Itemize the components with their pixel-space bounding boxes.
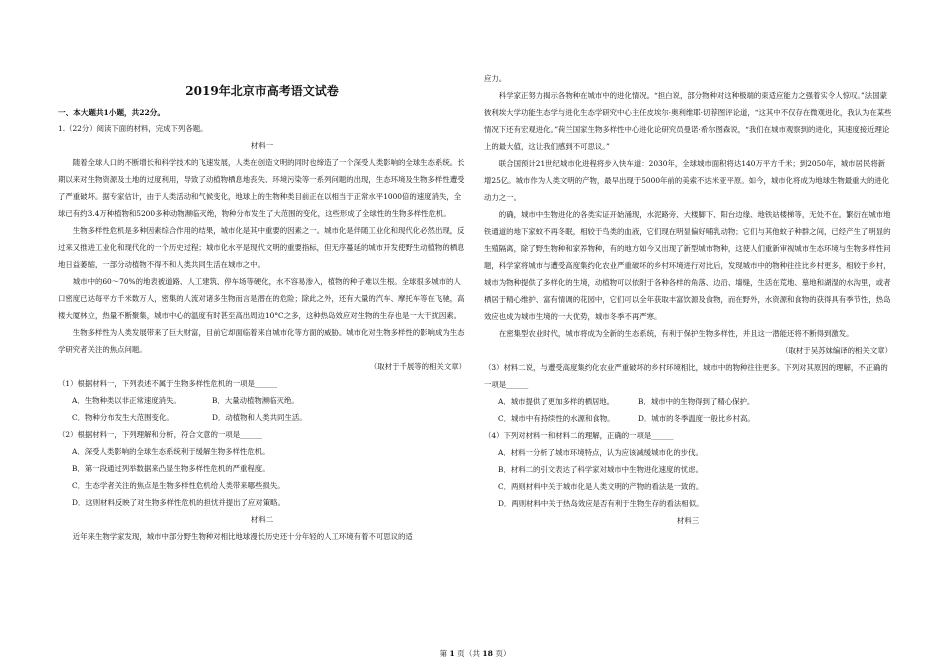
section-heading: 一、本大题共1小题，共22分。 <box>58 108 165 117</box>
material-1-title: 材料一 <box>250 141 274 150</box>
page-title: 2019年北京市高考语文试卷 <box>185 84 339 98</box>
question-1-option-d: D．动植物和人类共同生活。 <box>212 413 307 422</box>
question-2: （2）根据材料一，下列理解和分析，符合文意的一项是______ <box>58 430 263 439</box>
question-3: （3）材料二说，与遭受高度集约化农业严重破坏的乡村环境相比，城市中的物种往往更多。下列对其原因的理解，不正确的一项是______ <box>484 363 888 389</box>
footer-page-number: 1 <box>449 649 455 658</box>
question-3-option-a: A．城市提供了更加多样的栖居地。 <box>498 397 615 406</box>
question-3-option-c: C．城市中有持续性的水源和食物。 <box>498 414 615 423</box>
question-4-option-c: C．两则材料中关于城市化是人类文明的产物的看法是一致的。 <box>498 482 704 491</box>
question-3-options-row-2 <box>484 410 892 427</box>
material-1-paragraph-2: 生物多样性危机是多种因素综合作用的结果，城市化是其中重要的因素之一。城市化是伴随工业化和现代化必然出现，反过来又推进工业化和现代化的一个历史过程；城市化水平是现代文明的重要指标，但无序蔓延的城市开发使野生动植物的栖息地日益萎缩，一部分动植物不得不和人类共同生活在城市之中。 <box>58 226 465 269</box>
footer-middle: 页（共 <box>457 649 480 658</box>
footer-suffix: 页） <box>495 649 511 658</box>
question-4-option-d: D．两则材料中关于热岛效应是否有利于生物生存的看法相似。 <box>498 499 704 508</box>
material-3-title: 材料三 <box>676 516 700 525</box>
question-1-option-b: B．大量动植物濒临灭绝。 <box>212 396 299 405</box>
material-1-paragraph-1: 随着全球人口的不断增长和科学技术的飞速发展，人类在创造文明的同时也缔造了一个深受人类影响的全球生态系统。长期以来对生物资源及土地的过度利用，导致了动植物栖息地丧失、环境污染等一系列问题的出现，生态环境及生物多样性遭受了严重破坏。据专家估计，由于人类活动和气候变化，地球上的生物种类目前正在以相当于正常水平1000倍的速度消失，全球已有约3.4万种植物和5200多种动物濒临灭绝，物种分布发生了大范围的变化，这些形成了全球性的生物多样性危机。 <box>58 158 465 218</box>
material-2-paragraph-2: 科学家正努力揭示各物种在城市中的进化情况。“担白说，部分物种对这种极端的束适应能力之强着实令人惊叹。”法国蒙彼利埃大学功能生态学与进化生态学研究中心主任皮埃尔·奥利维耶·切荐图评论道，“这其中不仅存在微观进化，我认为在某些情况下还有宏观进化。”荷兰国家生物多样性中心进化论研究员曼诺·希尔图森说，“我们在城市观察到的进化，其速度接近理论上的最大值，这让我们感到不可思议。” <box>484 91 892 151</box>
question-intro: 1.（22分）阅读下面的材料，完成下列各题。 <box>58 124 208 133</box>
question-2-option-a: A．深受人类影响的全球生态系统利于缓解生物多样性危机。 <box>72 447 270 456</box>
question-2-option-c: C．生态学者关注的焦点是生物多样性危机给人类带来哪些损失。 <box>72 481 285 490</box>
question-3-options-row-1 <box>484 393 892 410</box>
right-column <box>484 70 892 529</box>
material-1-paragraph-4: 生物多样性为人类发展带来了巨大财富，目前它却面临着来自城市化等方面的威胁。城市化对生物多样性的影响成为生态学研究者关注的焦点问题。 <box>58 328 465 354</box>
question-3-option-b: B．城市中的生物得到了精心保护。 <box>638 397 755 406</box>
question-4-option-b: B．材料二的引文表达了科学家对城市中生物进化速度的忧虑。 <box>498 465 703 474</box>
material-1-paragraph-3: 城市中的60～70%的地表被道路、人工建筑、停车场等硬化，水不容易渗入，植物的种子难以生根。全球很多城市的人口密度已达每平方千米数万人，密集的人流对诸多生物而言是潜在的危险；除此之外，还有大量的汽车、摩托车等在飞驰，高楼大厦林立，热量不断聚集，城市中心的温度有时甚至高出周边10°C之多，这种热岛效应对生物的生存也是一大干扰因素。 <box>58 277 465 320</box>
left-column <box>58 120 466 545</box>
question-1: （1）根据材料一，下列表述不属于生物多样性危机的一项是______ <box>58 379 278 388</box>
page-footer <box>0 648 950 659</box>
question-1-option-a: A．生物种类以非正常速度消失。 <box>72 396 181 405</box>
question-2-option-b: B．第一段通过列举数据来凸显生物多样性危机的严重程度。 <box>72 464 270 473</box>
material-2-paragraph-5: 在密集型农业时代，城市将成为全新的生态系统，有利于保护生物多样性，并且这一潜能还将不断得到激发。 <box>498 329 854 338</box>
question-1-options-row-2 <box>58 409 466 426</box>
question-1-option-c: C．物种分布发生大范围变化。 <box>72 413 174 422</box>
material-1-source: （取材于千展等的相关文章） <box>369 362 466 371</box>
question-4-option-a: A．材料一分析了城市环境特点，认为应该减缓城市化的步伐。 <box>498 448 703 457</box>
material-2-continuation: 应力。 <box>484 74 507 83</box>
material-2-source: （取材于吴苏妹编译的相关文章） <box>781 346 892 355</box>
question-4: （4）下列对材料一和材料二的理解，正确的一项是______ <box>484 431 674 440</box>
question-2-option-d: D．这则材料反映了对生物多样性危机的担忧并提出了应对策略。 <box>72 498 285 507</box>
material-2-title: 材料二 <box>250 515 274 524</box>
question-1-options-row-1 <box>58 392 466 409</box>
material-2-paragraph-4: 的确，城市中生物进化的各类实证开始涌现，水泥路旁、大楼脚下、阳台边缘、地铁站楼梯等，无处不在。繁衍在城市地铁通道的地下家蚊不再冬眠，相较于鸟类的血液，它们现在明显偏好哺乳动物；它们与其他蚊子种群之间，已经产生了明显的生殖隔离，除了野生物种和家养物种，有的地方如今又出现了新型城市物种，这使人们重新审视城市生态环境与生物多样性问题，科学家将城市与遭受高度集约化农业严重破坏的乡村环境进行对比后，发现城市中的物种往往比乡村更多，相较于乡村，城市为物种提供了多样化的生境，动植物可以依附于各种各样的角落、边沿、墙缝，生活在荒地、墓地和湖湿的水沟里，或者栖居于精心维护、富有情调的花园中，它们可以全年获取丰富饮源及食物，而在野外，水资源和食物的获得具有季节性，热岛效应也成为城市生境的一大优势，城市冬季不再严寒。 <box>484 210 891 321</box>
footer-total-pages: 18 <box>482 649 493 658</box>
footer-prefix: 第 <box>439 649 448 658</box>
material-2-paragraph-3: 联合国预计21世纪城市化进程将步入快车道：2030年，全球城市面积将达140万平方千米；到2050年，城市居民将新增25亿。城市作为人类文明的产物，最早出现于5000年前的美索不达米亚平原。如今，城市化将成为地球生物最重大的进化动力之一。 <box>484 159 890 202</box>
material-2-paragraph-1: 近年来生物学家发现，城市中部分野生物种对相比地球漫长历史还十分年轻的人工环境有着不可思议的适 <box>72 532 413 541</box>
question-3-option-d: D．城市的冬季温度一般比乡村高。 <box>638 414 755 423</box>
